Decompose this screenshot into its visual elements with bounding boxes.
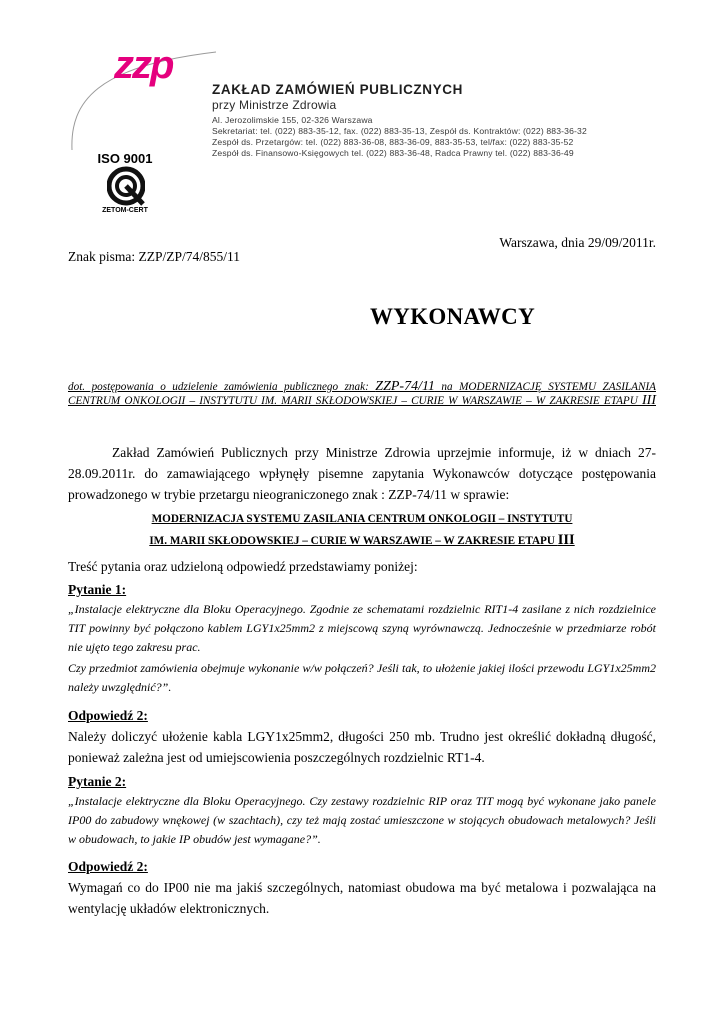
certification-emblem-icon — [107, 166, 145, 206]
answer-label: Odpowiedź 2: — [68, 708, 148, 723]
org-subtitle: przy Ministrze Zdrowia — [212, 98, 337, 112]
iso-label: ISO 9001 — [97, 151, 153, 166]
subject-stage: III — [642, 393, 656, 408]
question-text: „Instalacje elektryczne dla Bloku Operacyjnego. Zgodnie ze schematami rozdzielnic RIT1-4 zasilane z nich rozdzielnice TIT powinny być połączono kablem LGY1x25mm2 z miejscową szyną wyrównawczą. Jednocześnie w przedmiarze robót nie ujęto tego zakresu prac. — [68, 602, 656, 654]
contact-block — [212, 115, 587, 159]
answer-label: Odpowiedź 2: — [68, 859, 148, 874]
subject-code: ZZP-74/11 — [375, 379, 435, 394]
question-text-continued: Czy przedmiot zamówienia obejmuje wykonanie w/w połączeń? Jeśli tak, to ułożenie jakiej ilości przewodu LGY1x25mm2 należy uwzględnić?”. — [68, 661, 656, 694]
addressee-heading: WYKONAWCY — [370, 304, 535, 329]
contact-line: Sekretariat: tel. (022) 883-35-12, fax. (022) 883-35-13, Zespół ds. Kontraktów: (022) 883-36-32 — [212, 126, 587, 136]
logo-text: zzp — [114, 46, 173, 87]
cert-label: ZETOM-CERT — [102, 207, 148, 214]
project-stage: III — [557, 532, 575, 548]
org-name: ZAKŁAD ZAMÓWIEŃ PUBLICZNYCH — [212, 82, 463, 97]
subject-prefix: dot. postępowania o udzielenie zamówienia publicznego znak: — [68, 381, 376, 393]
answer-text: Należy doliczyć ułożenie kabla LGY1x25mm2, długości 250 mb. Trudno jest określić dokładną długość, ponieważ zależna jest od umiejscowienia poszczególnych rozdzielnic RT1-4. — [68, 729, 656, 765]
intro-paragraph: Zakład Zamówień Publicznych przy Ministrze Zdrowia uprzejmie informuje, iż w dniach 27-28.09.2011r. do zamawiającego wpłynęły pisemne zapytania Wykonawców dotyczące postępowania prowadzonego w trybie przetargu nieograniczonego znak : ZZP-74/11 w sprawie: — [68, 445, 656, 502]
contact-line: Zespół ds. Finansowo-Księgowych tel. (022) 883-36-48, Radca Prawny tel. (022) 883-36-49 — [212, 148, 574, 158]
answer-text: Wymagań co do IP00 nie ma jakiś szczególnych, natomiast obudowa ma być metalowa i pozwalająca na wentylację układów elektronicznych. — [68, 880, 656, 916]
contact-line: Zespół ds. Przetargów: tel. (022) 883-36-08, 883-36-09, 883-35-53, tel/fax: (022) 883-35-52 — [212, 137, 574, 147]
project-line: MODERNIZACJA SYSTEMU ZASILANIA CENTRUM ONKOLOGII – INSTYTUTU — [151, 513, 573, 525]
contact-line: Al. Jerozolimskie 155, 02-326 Warszawa — [212, 115, 373, 125]
project-line — [68, 530, 656, 552]
subject-line — [68, 380, 656, 408]
question-label: Pytanie 1: — [68, 582, 127, 597]
project-line-text: IM. MARII SKŁODOWSKIEJ – CURIE W WARSZAWIE – W ZAKRESIE ETAPU — [149, 535, 558, 547]
document-date: Warszawa, dnia 29/09/2011r. — [499, 235, 656, 250]
project-title — [68, 509, 656, 552]
reference-number: Znak pisma: ZZP/ZP/74/855/11 — [68, 249, 240, 264]
lead-sentence: Treść pytania oraz udzieloną odpowiedź przedstawiamy poniżej: — [68, 559, 418, 574]
question-label: Pytanie 2: — [68, 774, 127, 789]
subject-title: na MODERNIZACJĘ SYSTEMU ZASILANIA CENTRUM ONKOLOGII – INSTYTUTU IM. MARII SKŁODOWSKIEJ – CURIE W WARSZAWIE – W ZAKRESIE ETAPU — [68, 381, 656, 407]
zzp-logo — [112, 46, 212, 90]
question-text: „Instalacje elektryczne dla Bloku Operacyjnego. Czy zestawy rozdzielnic RIP oraz TIT mogą być wykonane jako panele IP00 do zabudowy wnękowej (w szachtach), czy też mają zostać umieszczone w stojących obudowach metalowych? Jeśli w obudowach, to jakie IP obudów jest wymagane?”. — [68, 794, 656, 846]
